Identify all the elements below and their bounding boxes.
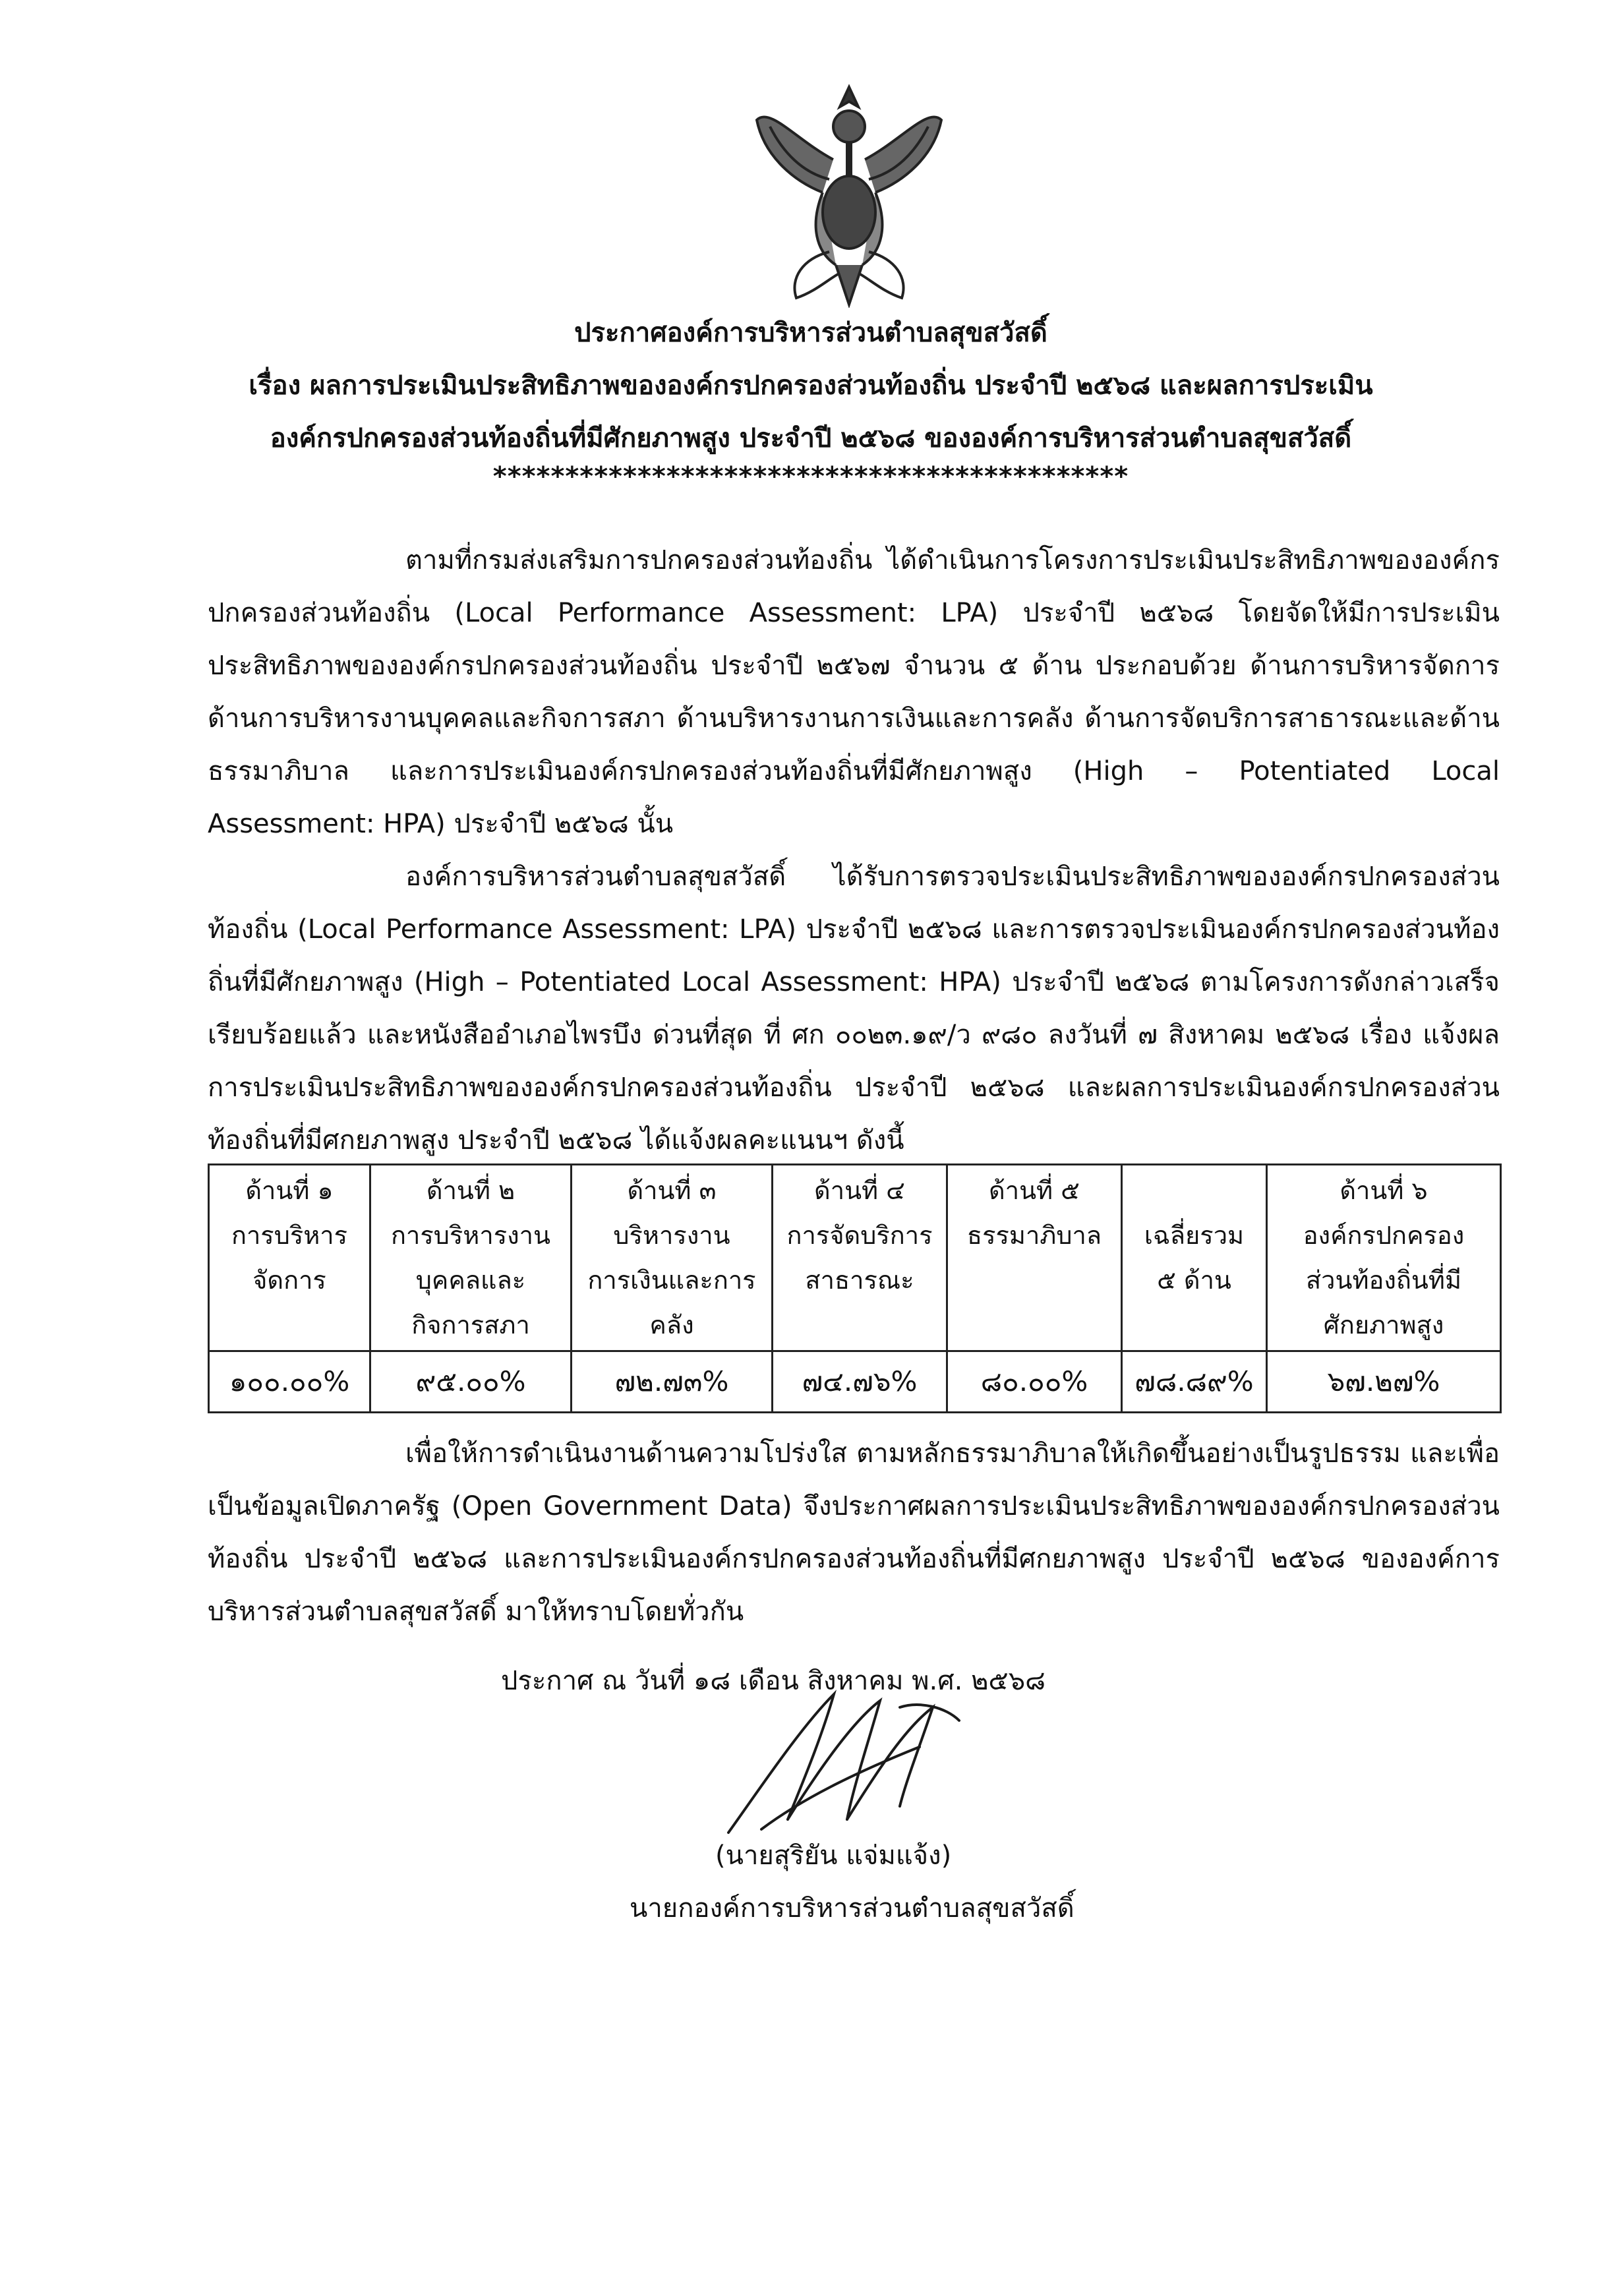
- separator-stars: ********************************************: [492, 461, 1129, 492]
- announcement-date: ประกาศ ณ วันที่ ๑๘ เดือน สิงหาคม พ.ศ. ๒๕๖๘: [501, 1666, 1045, 1696]
- signature-icon: [722, 1688, 999, 1839]
- table-cell: ๗๒.๗๓%: [572, 1351, 773, 1413]
- announcement-title: ประกาศองค์การบริหารส่วนตำบลสุขสวัสดิ์: [574, 318, 1047, 348]
- signer-name: (นายสุริยัน แจ่มแจ้ง): [715, 1840, 952, 1871]
- table-cell: ๑๐๐.๐๐%: [209, 1351, 370, 1413]
- table-header-cell: ด้านที่ ๒ การบริหารงาน บุคคลและ กิจการสภา: [370, 1165, 572, 1351]
- score-table: [208, 1163, 1502, 1413]
- signer-title: นายกองค์การบริหารส่วนตำบลสุขสวัสดิ์: [630, 1893, 1074, 1924]
- table-cell: ๖๗.๒๗%: [1267, 1351, 1501, 1413]
- announcement-subject-line2: องค์กรปกครองส่วนท้องถิ่นที่มีศักยภาพสูง ประจำปี ๒๕๖๘ ขององค์การบริหารส่วนตำบลสุขสวัสดิ์: [270, 423, 1352, 454]
- table-header-cell: ด้านที่ ๔ การจัดบริการ สาธารณะ: [773, 1165, 947, 1351]
- table-header-cell: ด้านที่ ๑ การบริหาร จัดการ: [209, 1165, 370, 1351]
- table-header-cell: ด้านที่ ๕ ธรรมาภิบาล: [947, 1165, 1122, 1351]
- body-paragraph-3: เพื่อให้การดำเนินงานด้านความโปร่งใส ตามหลักธรรมาภิบาลให้เกิดขึ้นอย่างเป็นรูปธรรม และเพื่อเป็นข้อมูลเปิดภาครัฐ (Open Government Data) จึงประกาศผลการประเมินประสิทธิภาพขององค์กรปกครองส่วนท้องถิ่น ประจำปี ๒๕๖๘ และการประเมินองค์กรปกครองส่วนท้องถิ่นที่มีศกยภาพสูง ประจำปี ๒๕๖๘ ขององค์การบริหารส่วนตำบลสุขสวัสดิ์ มาให้ทราบโดยทั่วกัน: [208, 1438, 1500, 1627]
- table-header-cell: ด้านที่ ๖ องค์กรปกครอง ส่วนท้องถิ่นที่มี ศักยภาพสูง: [1267, 1165, 1501, 1351]
- table-cell: ๘๐.๐๐%: [947, 1351, 1122, 1413]
- table-cell: ๗๘.๘๙%: [1122, 1351, 1267, 1413]
- body-paragraph-2: องค์การบริหารส่วนตำบลสุขสวัสดิ์ ได้รับการตรวจประเมินประสิทธิภาพขององค์กรปกครองส่วนท้องถิ่น (Local Performance Assessment: LPA) ประจำปี ๒๕๖๘ และการตรวจประเมินองค์กรปกครองส่วนท้องถิ่นที่มีศักยภาพสูง (High – Potentiated Local Assessment: HPA) ประจำปี ๒๕๖๘ ตามโครงการดังกล่าวเสร็จเรียบร้อยแล้ว และหนังสืออำเภอไพรบึง ด่วนที่สุด ที่ ศก ๐๐๒๓.๑๙/ว ๙๘๐ ลงวันที่ ๗ สิงหาคม ๒๕๖๘ เรื่อง แจ้งผลการประเมินประสิทธิภาพขององค์กรปกครองส่วนท้องถิ่น ประจำปี ๒๕๖๘ และผลการประเมินองค์กรปกครองส่วนท้องถิ่นที่มีศกยภาพสูง ประจำปี ๒๕๖๘ ได้แจ้งผลคะแนนฯ ดังนี้: [208, 862, 1500, 1156]
- garuda-emblem-icon: [750, 80, 948, 308]
- table-cell: ๙๕.๐๐%: [370, 1351, 572, 1413]
- table-header-cell: เฉลี่ยรวม ๕ ด้าน: [1122, 1165, 1267, 1351]
- score-table-header-row: [209, 1165, 1501, 1351]
- table-cell: ๗๔.๗๖%: [773, 1351, 947, 1413]
- table-header-cell: ด้านที่ ๓ บริหารงาน การเงินและการ คลัง: [572, 1165, 773, 1351]
- announcement-subject-line1: เรื่อง ผลการประเมินประสิทธิภาพขององค์กรปกครองส่วนท้องถิ่น ประจำปี ๒๕๖๘ และผลการประเมิน: [249, 370, 1373, 401]
- score-table-values-row: [209, 1351, 1501, 1413]
- body-paragraph-1: ตามที่กรมส่งเสริมการปกครองส่วนท้องถิ่น ได้ดำเนินการโครงการประเมินประสิทธิภาพขององค์กรปกครองส่วนท้องถิ่น (Local Performance Assessment: LPA) ประจำปี ๒๕๖๘ โดยจัดให้มีการประเมินประสิทธิภาพขององค์กรปกครองส่วนท้องถิ่น ประจำปี ๒๕๖๗ จำนวน ๕ ด้าน ประกอบด้วย ด้านการบริหารจัดการ ด้านการบริหารงานบุคคลและกิจการสภา ด้านบริหารงานการเงินและการคลัง ด้านการจัดบริการสาธารณะและด้านธรรมาภิบาล และการประเมินองค์กรปกครองส่วนท้องถิ่นที่มีศักยภาพสูง (High – Potentiated Local Assessment: HPA) ประจำปี ๒๕๖๘ นั้น: [208, 545, 1500, 839]
